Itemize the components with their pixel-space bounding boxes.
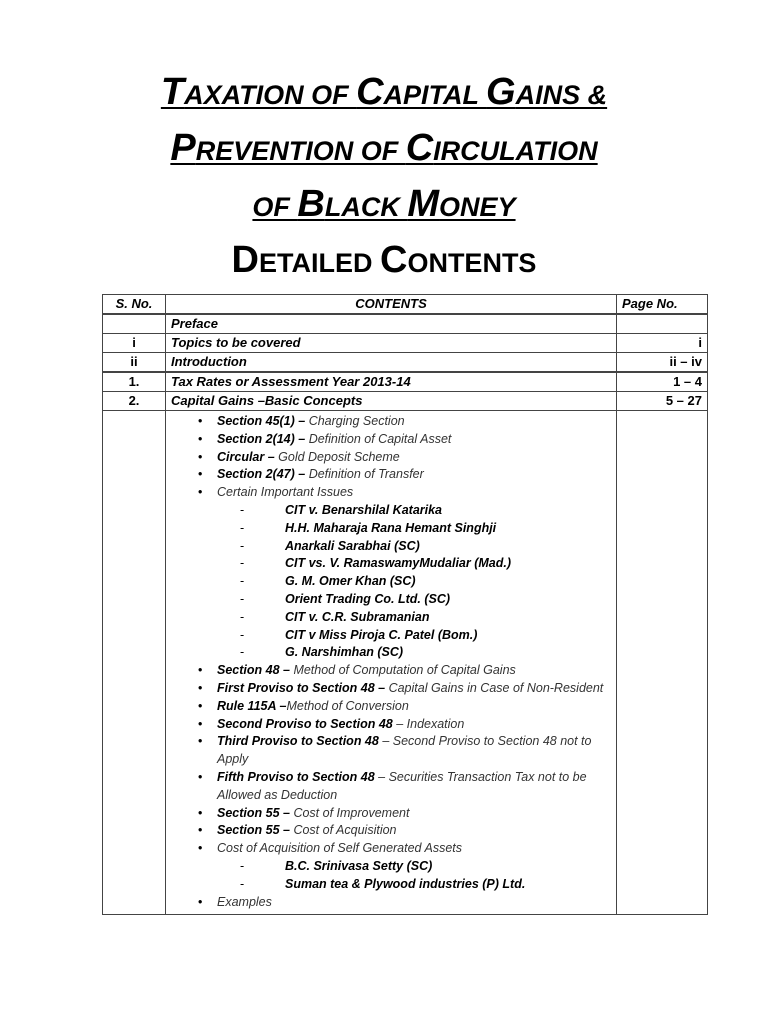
header-page: Page No.	[617, 295, 708, 315]
case-item: - G. Narshimhan (SC)	[240, 645, 404, 660]
topic-list	[171, 413, 611, 502]
case-item: - CIT v. Benarshilal Katarika	[240, 502, 443, 517]
list-item: • First Proviso to Section 48 – Capital Gains in Case of Non-Resident	[198, 680, 604, 695]
list-item: • Section 45(1) – Charging Section	[198, 414, 405, 428]
row-page: i	[617, 334, 708, 353]
detail-row	[103, 411, 708, 915]
row-title: Preface	[166, 314, 617, 334]
list-item: • Section 48 – Method of Computation of Capital Gains	[198, 663, 516, 678]
case-item: - CIT v. C.R. Subramanian	[240, 609, 430, 624]
row-sno: 2.	[103, 392, 166, 411]
list-item: • Section 2(47) – Definition of Transfer	[198, 467, 424, 482]
row-title: Topics to be covered	[166, 334, 617, 353]
row-title: Introduction	[166, 353, 617, 373]
detail-page	[617, 411, 708, 915]
case-list-issues	[171, 502, 611, 662]
list-item: • Cost of Acquisition of Self Generated Assets	[198, 841, 463, 856]
list-item: • Section 55 – Cost of Improvement	[198, 805, 410, 820]
row-title: Tax Rates or Assessment Year 2013-14	[166, 372, 617, 392]
detail-contents	[166, 411, 617, 915]
case-item: - CIT v Miss Piroja C. Patel (Bom.)	[240, 627, 478, 642]
table-header-row	[103, 295, 708, 315]
list-item: • Third Proviso to Section 48 – Second Proviso to Section 48 not to Apply	[198, 734, 592, 767]
header-sno: S. No.	[103, 295, 166, 315]
title-line-3: OF BLACK MONEY	[252, 183, 516, 225]
header-contents: CONTENTS	[166, 295, 617, 315]
list-item: • Rule 115A –Method of Conversion	[198, 698, 409, 713]
title-line-4: DETAILED CONTENTS	[231, 239, 537, 281]
case-item: - Orient Trading Co. Ltd. (SC)	[240, 591, 451, 606]
case-item: - Anarkali Sarabhai (SC)	[240, 538, 420, 553]
contents-table	[102, 294, 708, 915]
row-sno	[103, 314, 166, 334]
table-row	[103, 334, 708, 353]
list-item: • Fifth Proviso to Section 48 – Securities Transaction Tax not to be Allowed as Deduction	[198, 769, 587, 802]
list-item: • Examples	[198, 894, 272, 909]
table-row	[103, 392, 708, 411]
list-item: • Second Proviso to Section 48 – Indexation	[198, 716, 465, 731]
row-page: ii – iv	[617, 353, 708, 373]
case-list-self-generated	[171, 858, 611, 894]
case-item: - CIT vs. V. RamaswamyMudaliar (Mad.)	[240, 556, 512, 571]
topic-list-end	[171, 894, 611, 912]
case-item: - G. M. Omer Khan (SC)	[240, 574, 416, 589]
table-row	[103, 314, 708, 334]
table-row	[103, 372, 708, 392]
row-title: Capital Gains –Basic Concepts	[166, 392, 617, 411]
row-page	[617, 314, 708, 334]
table-row	[103, 353, 708, 373]
row-sno: ii	[103, 353, 166, 373]
list-item: • Section 2(14) – Definition of Capital Asset	[198, 431, 452, 446]
topic-list-continued	[171, 662, 611, 858]
case-item: - B.C. Srinivasa Setty (SC)	[240, 858, 433, 873]
row-page: 5 – 27	[617, 392, 708, 411]
title-line-1: TAXATION OF CAPITAL GAINS &	[160, 71, 608, 113]
detail-sno	[103, 411, 166, 915]
row-sno: i	[103, 334, 166, 353]
row-sno: 1.	[103, 372, 166, 392]
case-item: - Suman tea & Plywood industries (P) Ltd.	[240, 876, 526, 891]
title-line-2: PREVENTION OF CIRCULATION	[170, 127, 598, 169]
list-item: • Circular – Gold Deposit Scheme	[198, 449, 400, 464]
case-item: - H.H. Maharaja Rana Hemant Singhji	[240, 520, 497, 535]
list-item: • Certain Important Issues	[198, 485, 354, 500]
document-title	[0, 66, 768, 290]
row-page: 1 – 4	[617, 372, 708, 392]
list-item: • Section 55 – Cost of Acquisition	[198, 823, 397, 838]
